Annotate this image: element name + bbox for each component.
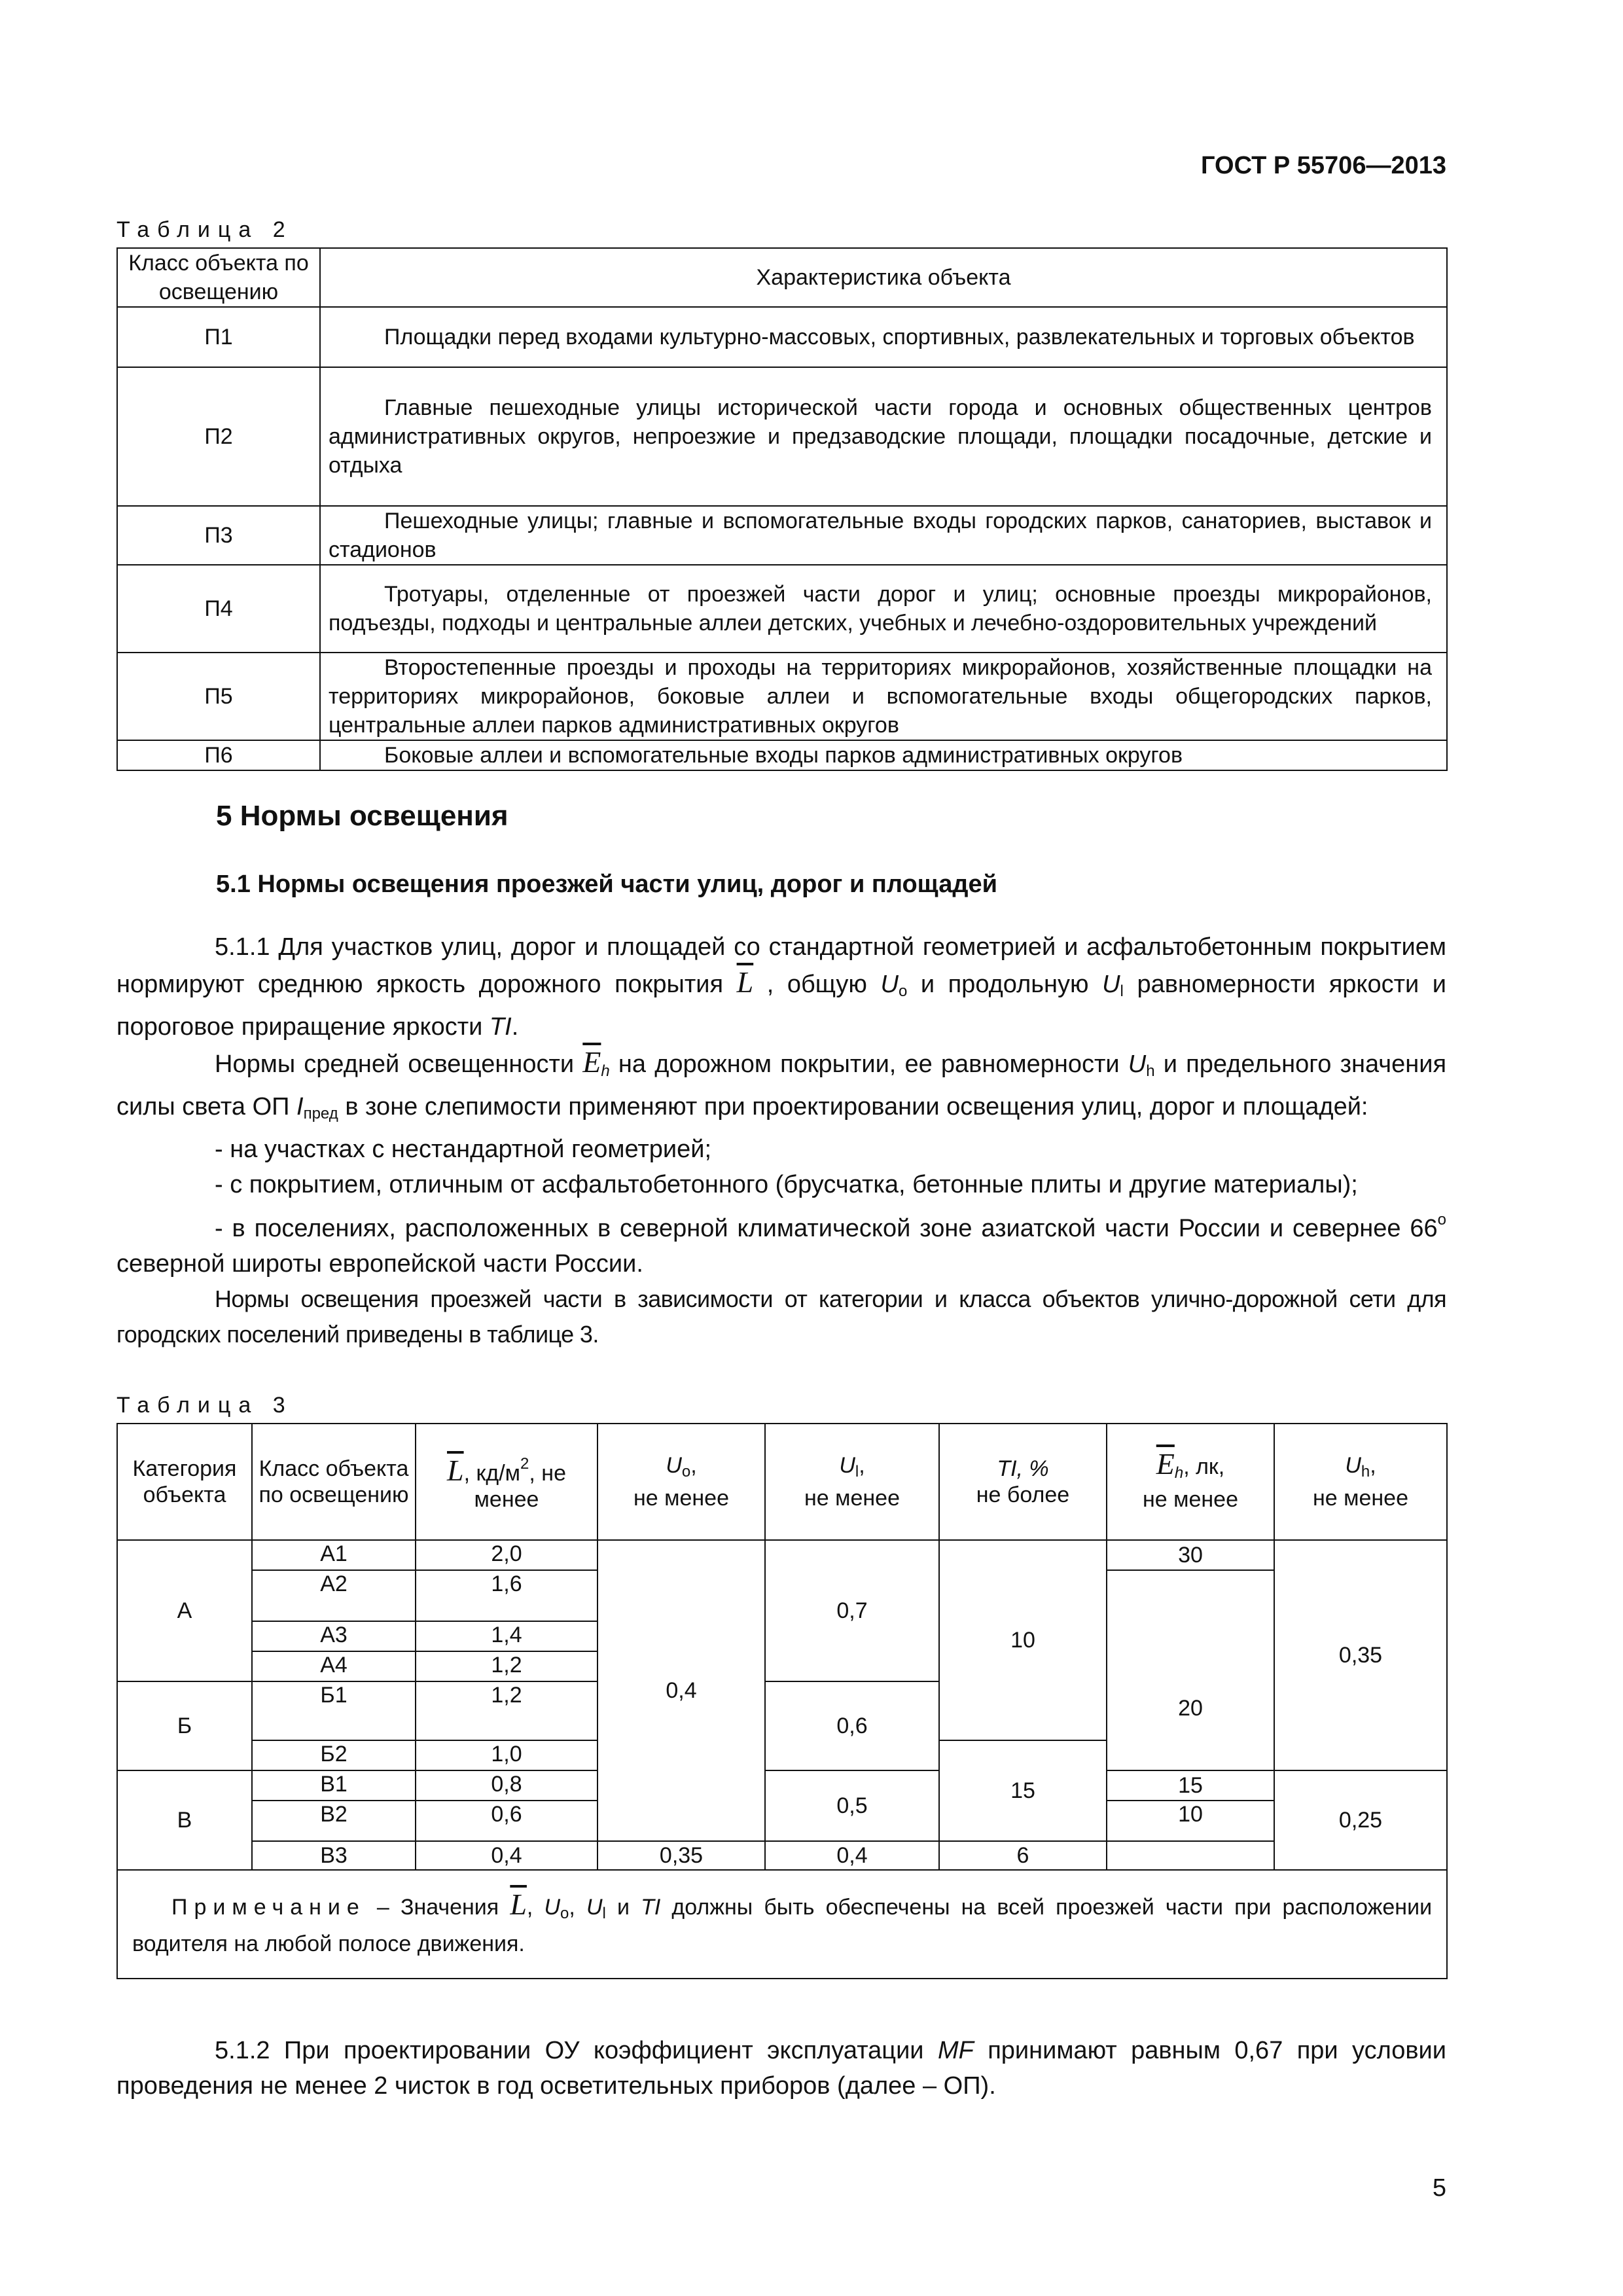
table3-class-cell: Б2 [252,1740,416,1770]
table3-class-cell: В2 [252,1801,416,1841]
table2-header-desc: Характеристика объекта [320,248,1447,307]
table3-header-row [117,1424,1447,1540]
table3-class-cell: А1 [252,1540,416,1570]
table3-header-eh: $\overline{E}_h$, лк, не менее [1107,1424,1274,1540]
table3-note-row [117,1870,1447,1979]
table-row [117,506,1447,565]
table3-header-category: Категория объекта [117,1424,252,1540]
table2 [116,247,1448,771]
table2-class-cell: П4 [117,565,320,653]
table3-ul-cell: 0,4 [765,1841,939,1870]
symbol-e-mean: $\overline{E}$ [582,1045,601,1079]
table3-l-cell: 1,2 [416,1651,597,1681]
table3-l-cell: 0,4 [416,1841,597,1870]
table2-caption: Таблица 2 [116,217,293,242]
table3-header-class: Класс объекта по освещению [252,1424,416,1540]
table2-header-class: Класс объекта по освещению [117,248,320,307]
table3-caption: Таблица 3 [116,1393,293,1418]
table3-header-ti: TI, % не более [939,1424,1107,1540]
table3-class-cell: В1 [252,1770,416,1801]
table3-header-luminance: $\overline{L}$, $кд/м^2$, не менее [416,1424,597,1540]
table3-eh-cell: 15 [1107,1770,1274,1801]
table3-ti-cell: 15 [939,1740,1107,1841]
table3-category-cell: В [117,1770,252,1870]
table3-class-cell: А4 [252,1651,416,1681]
paragraph-5-1-1: 5.1.1 Для участков улиц, дорог и площадей со стандартной геометрией и асфальтобетонным покрытием нормируют среднюю яркость дорожного покрытия $\overline{L}$ , общую $U_o$ и продольную $U_l$ равномерности яркости и пороговое приращение яркости TI. [116,933,1446,1041]
table3-eh-cell: 6 [939,1841,1107,1870]
symbol-l-mean: $\overline{L}$ [736,965,754,999]
table3-eh-cell: 20 [1107,1570,1274,1770]
table3-header-uh: $U_h$, не менее [1274,1424,1447,1540]
table3-category-cell: А [117,1540,252,1681]
table3-note: Примечание – Значения $\overline{L}$, $U_о$, $U_l$ и TI должны быть обеспечены на всей проезжей части при расположении водителя на любой полосе движения. [117,1870,1447,1979]
standard-code: ГОСТ Р 55706—2013 [1201,152,1446,179]
table3-eh-cell: 30 [1107,1540,1274,1570]
table3-l-cell: 0,6 [416,1801,597,1841]
page-number: 5 [1432,2174,1446,2202]
paragraph-illuminance: Нормы средней освещенности $\overline{E}_h$ на дорожном покрытии, ее равномерности $U_h$ и предельного значения силы света ОП $I_{пред}$ в зоне слепимости применяют при проектировании освещения улиц, дорог и площадей: [116,1045,1447,1122]
table2-desc-cell: Боковые аллеи и вспомогательные входы парков административных округов [320,740,1447,770]
table3 [116,1423,1448,1979]
table2-class-cell: П2 [117,367,320,506]
table3-category-cell: Б [117,1681,252,1770]
table3-l-cell: 1,0 [416,1740,597,1770]
table3-l-cell: 1,2 [416,1681,597,1740]
table3-class-cell: Б1 [252,1681,416,1740]
table3-header-uo: $U_о$, не менее [597,1424,765,1540]
paragraph-5-1-2: 5.1.2 При проектировании ОУ коэффициент эксплуатации MF принимают равным 0,67 при условии проведения не менее 2 чисток в год осветительных приборов (далее – ОП). [116,2037,1447,2100]
table-row [117,1770,1447,1801]
table2-desc-cell: Главные пешеходные улицы исторической части города и основных общественных центров административных округов, непроезжие и предзаводские площади, площадки посадочные, детские и отдыха [320,367,1447,506]
table3-uo-cell: 0,35 [597,1841,765,1870]
table-row [117,653,1447,740]
table-row [117,367,1447,506]
table-row [117,565,1447,653]
table3-uh-cell: 0,35 [1274,1540,1447,1770]
list-item: - в поселениях, расположенных в северной климатической зоне азиатской части России и севернее 66$^o$ северной широты европейской части России. [116,1211,1446,1278]
table3-l-cell: 0,8 [416,1770,597,1801]
table-row [117,1540,1447,1570]
section-body [116,929,1446,1352]
table3-uh-cell: 0,25 [1274,1770,1447,1870]
subsection-title: 5.1 Нормы освещения проезжей части улиц, дорог и площадей [216,870,997,898]
table2-desc-cell: Второстепенные проезды и проходы на территориях микрорайонов, хозяйственные площадки на территориях микрорайонов, боковые аллеи и вспомогательные входы общегородских парков, центральные аллеи парков административных округов [320,653,1447,740]
table3-header-ul: $U_l$, не менее [765,1424,939,1540]
list-item: - на участках с нестандартной геометрией; [215,1136,712,1163]
table2-desc-cell: Площадки перед входами культурно-массовых, спортивных, развлекательных и торговых объектов [320,307,1447,367]
table3-l-cell: 1,4 [416,1621,597,1651]
table3-l-cell: 2,0 [416,1540,597,1570]
table3-ti-cell: 10 [939,1540,1107,1740]
note-label: Примечание [171,1895,366,1920]
table3-ul-cell: 0,7 [765,1540,939,1681]
table3-class-cell: А3 [252,1621,416,1651]
table2-desc-cell: Пешеходные улицы; главные и вспомогательные входы городских парков, санаториев, выставок и стадионов [320,506,1447,565]
table2-desc-cell: Тротуары, отделенные от проезжей части дорог и улиц; основные проезды микрорайонов, подъезды, подходы и центральные аллеи детских, учебных и лечебно-оздоровительных учреждений [320,565,1447,653]
section-body-2 [116,2033,1446,2104]
table-row [117,740,1447,770]
table-row [117,1841,1447,1870]
table3-uo-cell: 0,4 [597,1540,765,1841]
table3-ul-cell: 0,5 [765,1770,939,1841]
table2-class-cell: П1 [117,307,320,367]
table3-l-cell: 1,6 [416,1570,597,1621]
table2-class-cell: П3 [117,506,320,565]
table3-ul-cell: 0,6 [765,1681,939,1770]
list-item: - с покрытием, отличным от асфальтобетонного (брусчатка, бетонные плиты и другие материалы); [215,1171,1358,1198]
table3-eh-cell: 10 [1107,1801,1274,1841]
table3-class-cell: В3 [252,1841,416,1870]
table-row [117,307,1447,367]
table3-class-cell: А2 [252,1570,416,1621]
table2-class-cell: П6 [117,740,320,770]
table2-class-cell: П5 [117,653,320,740]
paragraph-table3-ref: Нормы освещения проезжей части в зависимости от категории и класса объектов улично-дорожной сети для городских поселений приведены в таблице 3. [116,1285,1446,1348]
section-title: 5 Нормы освещения [216,800,508,832]
